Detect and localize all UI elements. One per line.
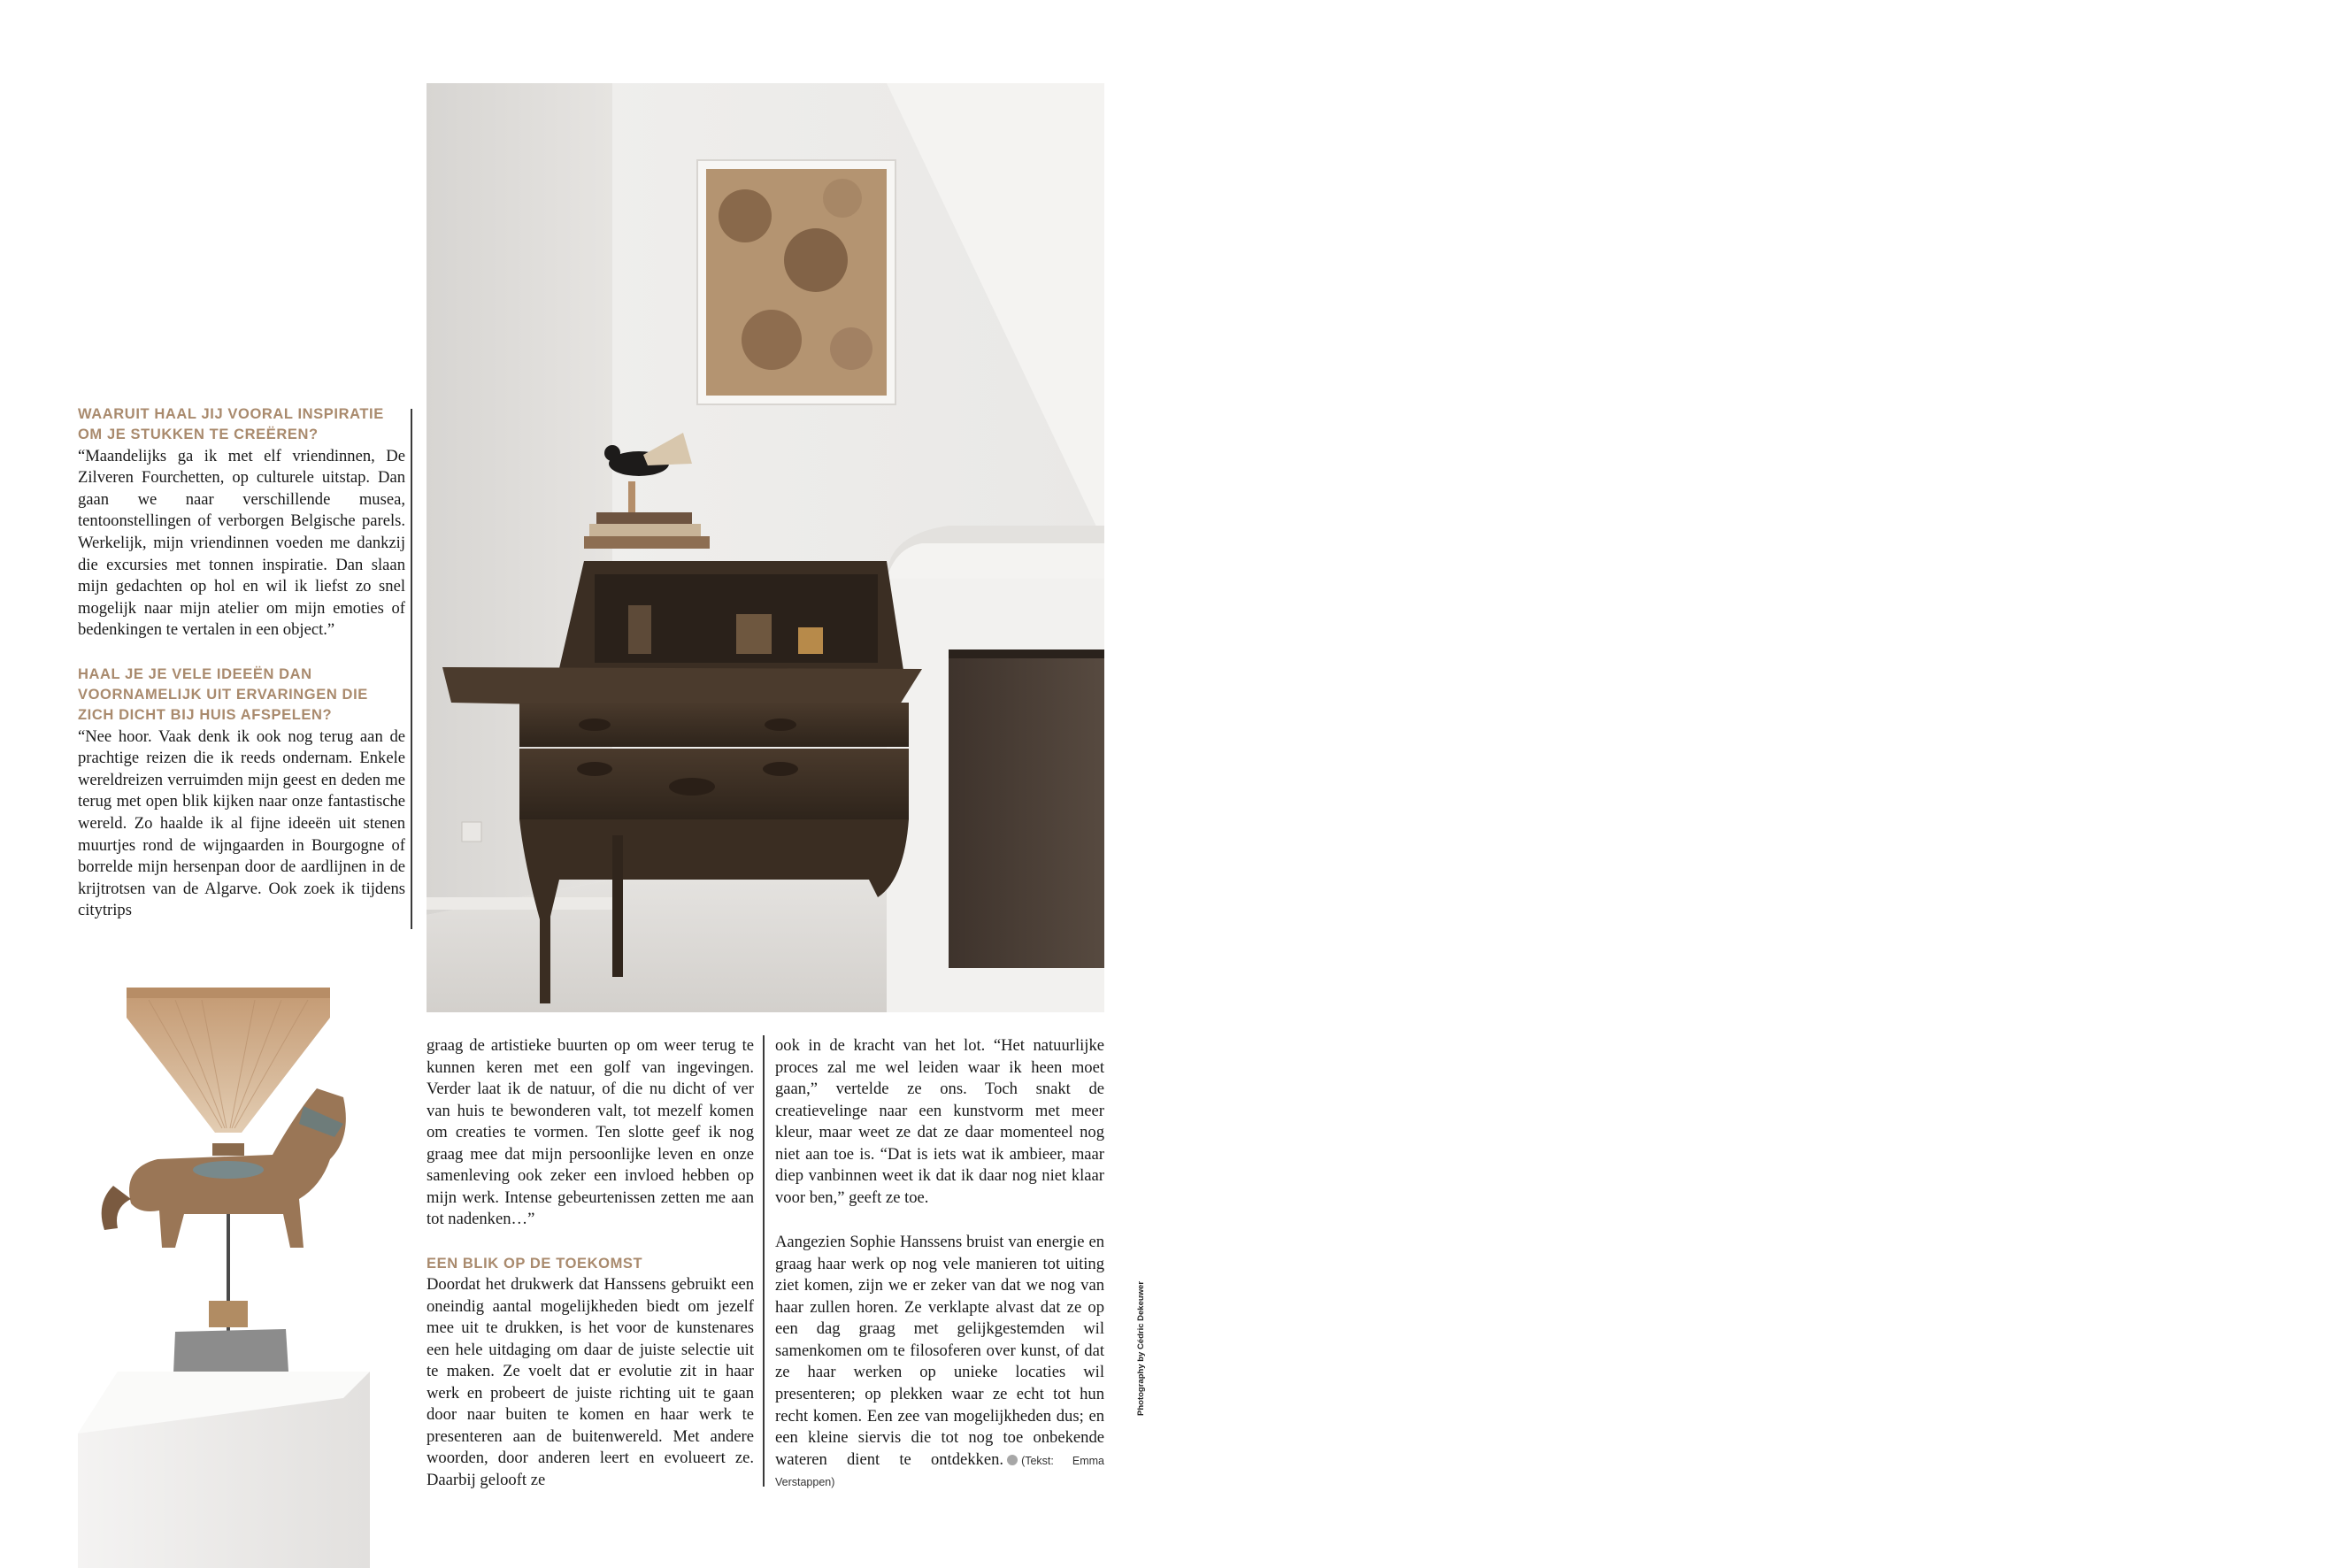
body-paragraph-inspiration-continued: graag de artistieke buurten op om weer terug te kunnen keren met een golf van ingevingen. Verder laat ik de natuur, of die nu dicht of ver van huis te bewonderen valt, tot mezelf komen om creaties te vormen. Ten slotte geef ik nog graag mee dat mijn persoonlijke leven en onze samenleving ook zeker een invloed hebben op mijn werk. Intense gebeurtenissen zetten me aan tot nadenken…” <box>427 1036 754 1229</box>
author-byline: (Tekst: Emma Verstappen) <box>775 1454 1104 1489</box>
column-rule-2 <box>763 1035 765 1487</box>
closing-text: Aangezien Sophie Hanssens bruist van energie en graag haar werk op nog vele manieren tot uiting ziet komen, zijn we er zeker van dat we nog van haar zullen horen. Ze verklapte alvast dat ze op een dag graag met gelijkgestemden wil samenkomen om te filosoferen over kunst, of dat ze haar werken op unieke locaties wil presenteren; op plekken waar ze echt tot hun recht komen. Een zee van mogelijkheden dus; en een kleine siervis die tot nog toe onbekende wateren dient te ontdekken. <box>775 1233 1104 1469</box>
section-heading-future: EEN BLIK OP DE TOEKOMST <box>427 1255 643 1272</box>
photo-credit-text: Photography by Cédric Dekeuwer <box>1136 1280 1146 1416</box>
interior-illustration <box>427 83 1104 1012</box>
column-1 <box>78 404 405 922</box>
sculpture-photo-book-horse <box>78 982 370 1568</box>
column-rule-1 <box>411 409 412 929</box>
answer-paragraph-ideas: “Nee hoor. Vaak denk ik ook nog terug aan de prachtige reizen die ik reeds ondernam. Enkele wereldreizen verruimden mijn geest en deden me terug met open blik kijken naar onze fantastische wereld. Zo haalde ik al fijne ideeën uit stenen muurtjes rond de wijngaarden in Bourgogne of borrelde mijn hersenpan door de aardlijnen in de krijtrotsen van de Algarve. Ook zoek ik tijdens citytrips <box>78 726 405 920</box>
photo-credit <box>1131 1177 1154 1416</box>
body-paragraph-future: Doordat het drukwerk dat Hanssens gebruikt een oneindig aantal mogelijkheden biedt om jezelf mee uit te drukken, is het voor de kunstenares een hele uitdaging om daar de juiste selectie uit te maken. Ze voelt dat er evolutie zit in haar werk en probeert de juiste richting uit te gaan door naar buiten te komen en haar werk te presenteren aan de buitenwereld. Met andere woorden, door anderen leert en evolueert ze. Daarbij gelooft ze <box>427 1275 754 1489</box>
body-paragraph-closing <box>775 1232 1104 1492</box>
interior-photo-secretary-desk <box>427 83 1104 1012</box>
question-heading-ideas: HAAL JE JE VELE IDEEËN DAN VOORNAMELIJK UIT ERVARINGEN DIE ZICH DICHT BIJ HUIS AFSPELEN? <box>78 665 368 724</box>
end-mark-icon <box>1007 1455 1018 1465</box>
column-2 <box>427 1035 754 1492</box>
column-3 <box>775 1035 1104 1493</box>
sculpture-illustration <box>78 982 370 1568</box>
body-paragraph-fate: ook in de kracht van het lot. “Het natuurlijke proces zal me wel leiden waar ik heen moet gaan,” vertelde ze ons. Toch snakt de creatievelinge naar een kunstvorm met meer kleur, maar weet ze dat ze daar momenteel nog niet aan toe is. “Dat is iets wat ik ambieer, maar diep vanbinnen weet ik dat ik daar nog niet klaar voor ben,” geeft ze toe. <box>775 1036 1104 1207</box>
question-heading-inspiration: WAARUIT HAAL JIJ VOORAL INSPIRATIE OM JE STUKKEN TE CREËREN? <box>78 406 384 443</box>
answer-paragraph-inspiration: “Maandelijks ga ik met elf vriendinnen, De Zilveren Fourchetten, op culturele uitstap. Dan gaan we naar verschillende musea, tentoonstellingen of verborgen Belgische parels. Werkelijk, mijn vriendinnen voeden me dankzij die excursies met tonnen inspiratie. Dan slaan mijn gedachten op hol en wil ik liefst zo snel mogelijk naar mijn atelier om mijn emoties of bedenkingen te vertalen in een object.” <box>78 446 405 640</box>
